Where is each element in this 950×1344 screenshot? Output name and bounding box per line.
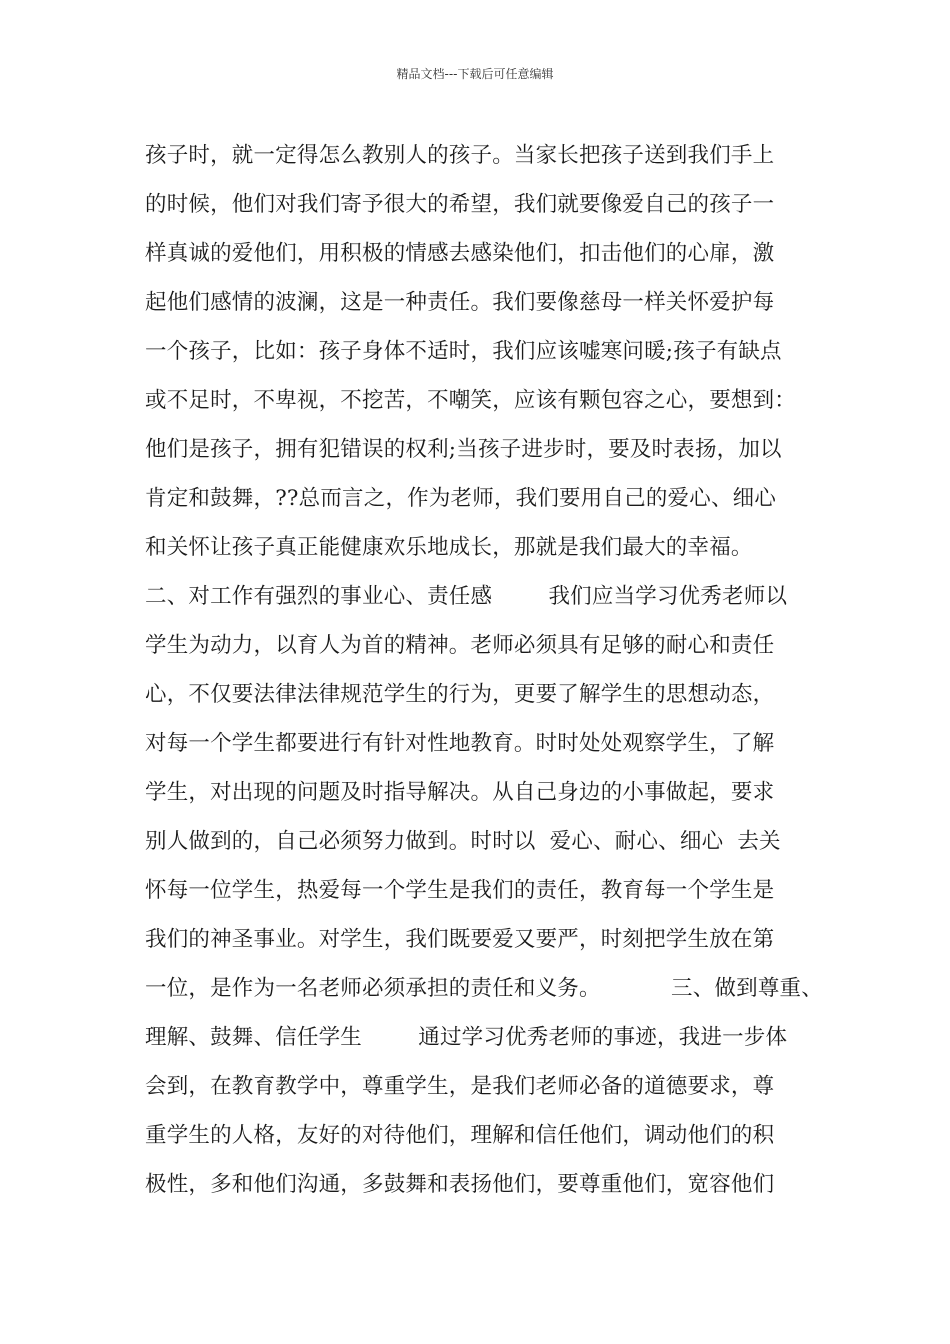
- text-line: 一个孩子，比如：孩子身体不适时，我们应该嘘寒问暖;孩子有缺点: [145, 339, 782, 364]
- page-header: 精品文档---下载后可任意编辑: [396, 67, 554, 81]
- text-line: 一位，是作为一名老师必须承担的责任和义务。 三、做到尊重、: [145, 976, 823, 1001]
- text-line: 和关怀让孩子真正能健康欢乐地成长，那就是我们最大的幸福。: [145, 535, 753, 560]
- text-line: 学生为动力，以育人为首的精神。老师必须具有足够的耐心和责任: [145, 633, 775, 658]
- text-line: 会到，在教育教学中，尊重学生，是我们老师必备的道德要求，尊: [145, 1074, 775, 1099]
- text-line: 样真诚的爱他们，用积极的情感去感染他们，扣击他们的心扉，激: [145, 241, 775, 266]
- text-line: 起他们感情的波澜，这是一种责任。我们要像慈母一样关怀爱护每: [145, 290, 775, 315]
- text-line: 别人做到的，自己必须努力做到。时时以 爱心、耐心、细心 去关: [145, 829, 781, 854]
- text-line: 的时候，他们对我们寄予很大的希望，我们就要像爱自己的孩子一: [145, 192, 775, 217]
- text-line: 极性，多和他们沟通，多鼓舞和表扬他们，要尊重他们，宽容他们: [145, 1172, 775, 1197]
- text-line: 心，不仅要法律法律规范学生的行为，更要了解学生的思想动态，: [145, 682, 775, 707]
- text-line: 我们的神圣事业。对学生，我们既要爱又要严，时刻把学生放在第: [145, 927, 775, 952]
- text-line: 孩子时，就一定得怎么教别人的孩子。当家长把孩子送到我们手上: [145, 143, 775, 168]
- text-line: 肯定和鼓舞，??总而言之，作为老师，我们要用自己的爱心、细心: [145, 486, 777, 511]
- text-line: 学生，对出现的问题及时指导解决。从自己身边的小事做起，要求: [145, 780, 775, 805]
- text-line: 他们是孩子，拥有犯错误的权利;当孩子进步时，要及时表扬，加以: [145, 437, 782, 462]
- text-line: 二、对工作有强烈的事业心、责任感 我们应当学习优秀老师以: [145, 584, 788, 609]
- text-line: 重学生的人格，友好的对待他们，理解和信任他们，调动他们的积: [145, 1123, 775, 1148]
- body-text: [145, 131, 823, 1209]
- text-line: 对每一个学生都要进行有针对性地教育。时时处处观察学生，了解: [145, 731, 775, 756]
- text-line: 理解、鼓舞、信任学生 通过学习优秀老师的事迹，我进一步体: [145, 1025, 788, 1050]
- text-line: 或不足时，不卑视，不挖苦，不嘲笑，应该有颗包容之心，要想到：: [145, 388, 797, 413]
- text-line: 怀每一位学生，热爱每一个学生是我们的责任，教育每一个学生是: [145, 878, 775, 903]
